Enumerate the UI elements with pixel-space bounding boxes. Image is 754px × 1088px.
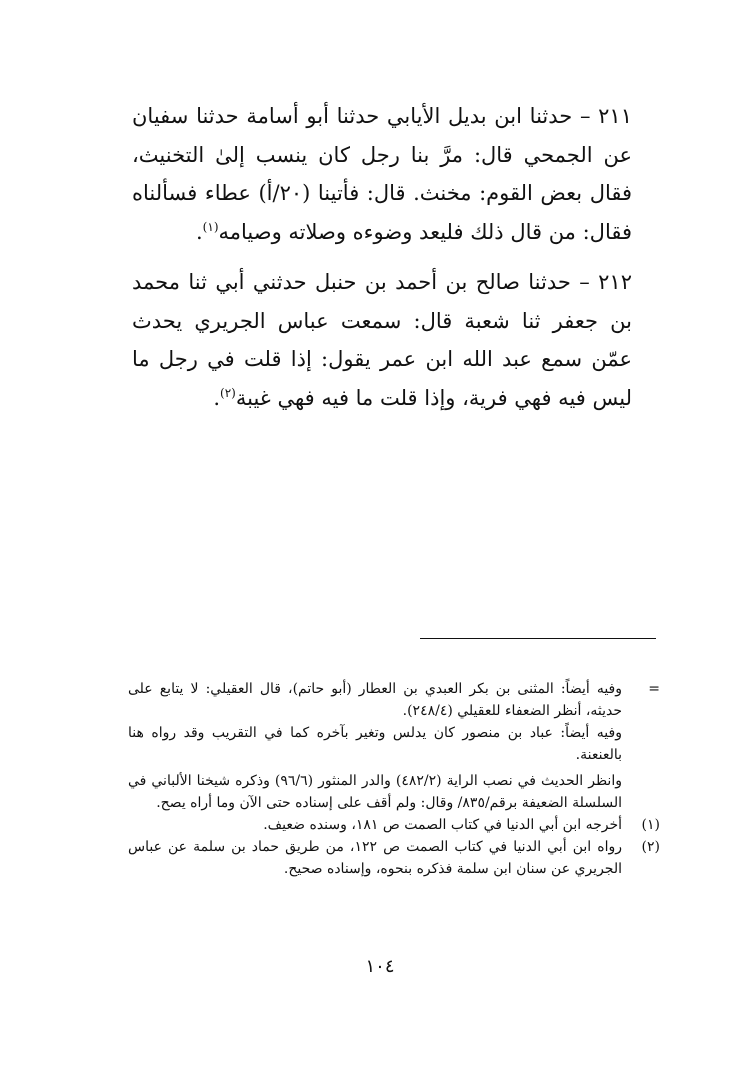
paragraph-211-text: ٢١١ – حدثنا ابن بديل الأيابي حدثنا أبو أسامة حدثنا سفيان عن الجمحي قال: مرَّ بنا رجل كان ينسب إلىٰ التخنيث، فقال بعض القوم: مخنث. قال: فأتينا (٢٠/أ) عطاء فسألناه فقال: من قال ذلك فليعد وضوءه وصلاته وصيامه xyxy=(132,104,633,244)
footnote-separator xyxy=(420,638,656,639)
paragraph-212-text: ٢١٢ – حدثنا صالح بن أحمد بن حنبل حدثني أبي ثنا محمد بن جعفر ثنا شعبة قال: سمعت عباس الجريري يحدث عمّن سمع عبد الله ابن عمر يقول: إذا قلت في رجل ما ليس فيه فهي فرية، وإذا قلت ما فيه فهي غيبة xyxy=(132,270,632,410)
footnote-continuation xyxy=(128,678,660,722)
footnote-continuation xyxy=(128,722,660,766)
main-text xyxy=(132,97,632,417)
footnote-1 xyxy=(128,814,660,836)
paragraph-211-end: . xyxy=(195,219,203,244)
footnote-mark: (١) xyxy=(641,817,660,833)
footnote-text: أخرجه ابن أبي الدنيا في كتاب الصمت ص ١٨١، وسنده ضعيف. xyxy=(263,817,622,833)
footnote-ref-2: (٢) xyxy=(220,385,236,400)
paragraph-212-end: . xyxy=(213,385,221,410)
footnote-text: وانظر الحديث في نصب الراية (٤٨٢/٢) والدر المنثور (٩٦/٦) وذكره شيخنا الألباني في السلسلة الضعيفة برقم/٨٣٥/ وقال: ولم أقف على إسناده حتى الآن وما أراه يصح. xyxy=(128,773,622,811)
footnote-ref-1: (١) xyxy=(202,219,219,234)
footnote-mark: (٢) xyxy=(641,839,660,855)
footnote-text: وفيه أيضاً: المثنى بن بكر العبدي بن العطار (أبو حاتم)، قال العقيلي: لا يتابع على حديثه، أنظر الضعفاء للعقيلي (٢٤٨/٤). xyxy=(128,681,622,719)
paragraph-211 xyxy=(132,97,632,251)
footnote-text: رواه ابن أبي الدنيا في كتاب الصمت ص ١٢٢، من طريق حماد بن سلمة عن عباس الجريري عن سنان ابن سلمة فذكره بنحوه، وإسناده صحيح. xyxy=(128,839,622,877)
footnotes xyxy=(128,678,660,880)
footnote-2 xyxy=(128,836,660,880)
paragraph-212 xyxy=(132,263,632,417)
page-number: ١٠٤ xyxy=(365,956,395,977)
footnote-continuation xyxy=(128,770,660,814)
footnote-text: وفيه أيضاً: عباد بن منصور كان يدلس وتغير بآخره كما في التقريب وقد رواه هنا بالعنعنة. xyxy=(128,725,622,763)
footnote-mark: = xyxy=(648,681,660,697)
